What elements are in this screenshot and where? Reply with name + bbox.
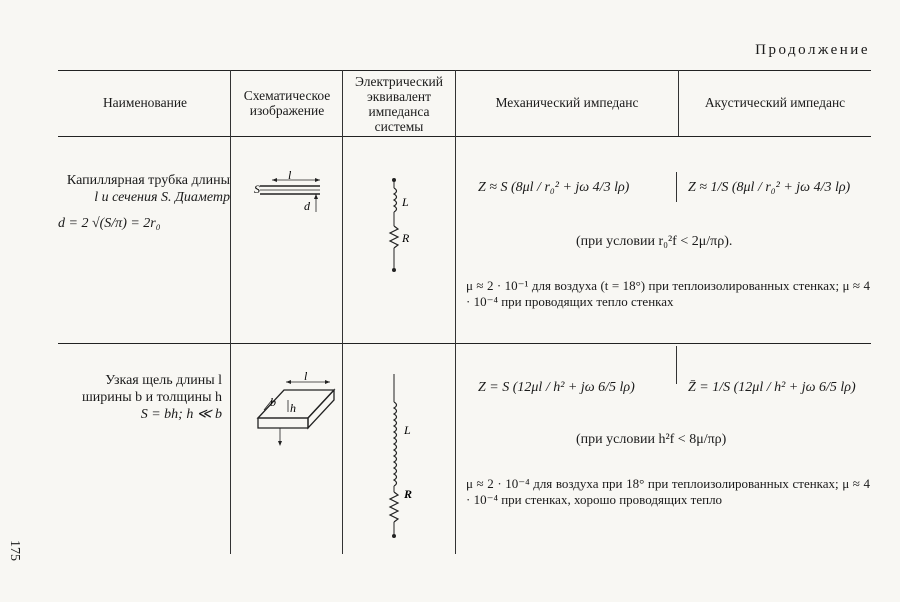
row1-condition: (при условии r₀²f < 2μ/πρ).	[576, 234, 733, 249]
col-header-schematic: Схематическое изображение	[243, 88, 331, 118]
resistor-zigzag	[390, 226, 398, 248]
row1-mechanical-impedance: Z ≈ S (8μl / r₀² + jω 4/3 lρ)	[478, 180, 630, 195]
slit-thickness-label: h	[290, 401, 296, 415]
row2-name-line2: ширины b и толщины h	[81, 390, 222, 405]
slit-length-label: l	[304, 369, 308, 383]
row1-circuit	[380, 176, 420, 276]
row2-name-line3: S = bh; h ≪ b	[140, 407, 222, 422]
col-header-mechanical: Механический импеданс	[495, 95, 639, 110]
row1-inductor-label: L	[402, 195, 409, 209]
page-number: 175	[7, 540, 22, 561]
tube-section-label: S	[254, 182, 260, 196]
col-divider-4-row2	[676, 346, 677, 384]
row2-note: μ ≈ 2 · 10⁻⁴ для воздуха при 18° при теплоизолированных стенках; μ ≈ 4 · 10⁻⁴ при стенках, хорошо проводящих тепло	[466, 476, 870, 507]
row2-condition: (при условии h²f < 8μ/πρ)	[576, 432, 727, 447]
col-header-acoustic: Акустический импеданс	[704, 95, 846, 110]
col-header-name: Наименование	[102, 95, 188, 110]
row2-inductor-label: L	[404, 423, 411, 437]
col-divider-4-row1	[676, 172, 677, 202]
row1-name-formula: d = 2 √(S/π) = 2r₀	[58, 216, 161, 231]
inductor-coil	[394, 188, 397, 212]
row1-name-line2: l и сечения S. Диаметр	[94, 190, 230, 205]
narrow-slit-diagram	[250, 369, 336, 452]
inductor-coil	[394, 402, 397, 486]
continuation-label: Продолжение	[755, 42, 870, 58]
row2-acoustic-impedance: Z̄ = 1/S (12μl / h² + jω 6/5 lρ)	[688, 380, 856, 395]
row-separator-rule	[58, 343, 871, 344]
col-divider-4	[678, 70, 679, 136]
row2-resistor-label: R	[404, 487, 413, 501]
capillary-tube-diagram	[250, 168, 330, 222]
tube-diameter-label: d	[304, 199, 310, 213]
tube-length-label: l	[288, 168, 292, 182]
row1-name	[52, 172, 230, 206]
row2-circuit	[380, 372, 420, 542]
row1-resistor-label: R	[402, 231, 410, 245]
row1-note: μ ≈ 2 · 10⁻¹ для воздуха (t = 18°) при теплоизолированных стенках; μ ≈ 4 · 10⁻⁴ при проводящих тепло стенках	[466, 278, 870, 309]
resistor-zigzag	[390, 492, 398, 522]
row2-name-line1: Узкая щель длины l	[105, 373, 222, 388]
row2-mechanical-impedance: Z = S (12μl / h² + jω 6/5 lρ)	[478, 380, 635, 395]
col-header-electric: Электрический эквивалент импеданса системы	[354, 74, 443, 134]
col-divider-2	[342, 70, 343, 554]
col-divider-3	[455, 70, 456, 554]
header-bottom-rule	[58, 136, 871, 137]
slit-width-label: b	[270, 395, 276, 409]
table-top-rule	[58, 70, 871, 71]
row1-acoustic-impedance: Z ≈ 1/S (8μl / r₀² + jω 4/3 lρ)	[688, 180, 851, 195]
col-divider-1	[230, 70, 231, 554]
row1-name-line1: Капиллярная трубка длины	[66, 173, 230, 188]
row2-name	[52, 372, 222, 423]
